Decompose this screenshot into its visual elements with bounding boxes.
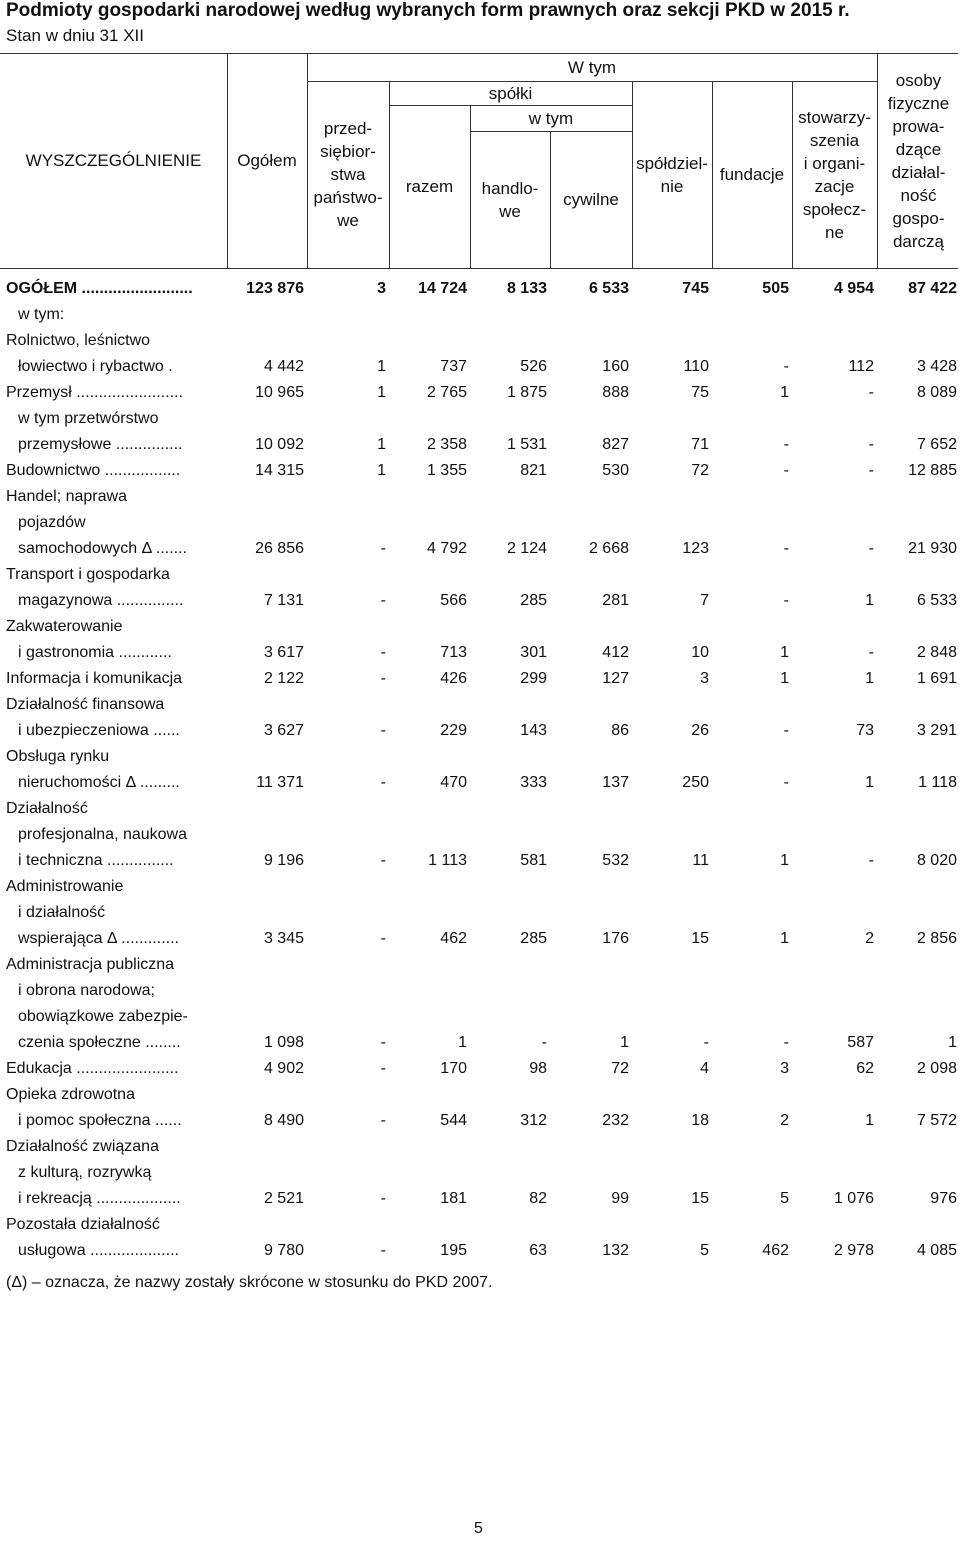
row-label xyxy=(0,874,227,952)
cell-value: 1 691 xyxy=(916,670,957,687)
row-label xyxy=(0,1212,227,1264)
cell-value: - xyxy=(783,774,789,791)
cell-value: 532 xyxy=(602,852,629,869)
row-label-line: samochodowych Δ ....... xyxy=(18,540,187,557)
cell-value: 26 856 xyxy=(255,540,304,557)
table-row xyxy=(0,1134,960,1212)
cell-value: 1 xyxy=(865,1112,874,1129)
cell-value: 412 xyxy=(602,644,629,661)
data-table xyxy=(0,276,960,1264)
header-wtym: W tym xyxy=(567,57,617,77)
row-label xyxy=(0,1082,227,1134)
cell-value: 2 765 xyxy=(426,384,467,401)
cell-value: - xyxy=(783,722,789,739)
table-row xyxy=(0,406,960,458)
cell-value: 4 902 xyxy=(263,1060,304,1077)
row-label-line: Informacja i komunikacja xyxy=(6,670,183,687)
cell-value: - xyxy=(380,774,386,791)
header-spolki-wtym: w tym xyxy=(528,108,574,128)
cell-value: 15 xyxy=(691,1190,709,1207)
row-label-line: przemysłowe ............... xyxy=(18,436,183,453)
cell-value: - xyxy=(380,852,386,869)
cell-value: 181 xyxy=(440,1190,467,1207)
cell-value: 1 xyxy=(620,1034,629,1051)
cell-value: 99 xyxy=(611,1190,629,1207)
row-label xyxy=(0,666,227,692)
cell-value: 3 345 xyxy=(263,930,304,947)
cell-value: 1 xyxy=(458,1034,467,1051)
row-label-line: czenia społeczne ........ xyxy=(18,1034,181,1051)
cell-value: 170 xyxy=(440,1060,467,1077)
document-subtitle: Stan w dniu 31 XII xyxy=(6,26,144,45)
cell-value: - xyxy=(541,1034,547,1051)
cell-value xyxy=(632,302,712,328)
cell-value: 1 355 xyxy=(426,462,467,479)
row-label-line: i techniczna ............... xyxy=(18,852,174,869)
cell-value xyxy=(550,302,632,328)
row-label-line: i pomoc społeczna ...... xyxy=(18,1112,182,1129)
row-label-line: nieruchomości Δ ......... xyxy=(18,774,180,791)
cell-value: 1 xyxy=(377,462,386,479)
cell-value: - xyxy=(868,852,874,869)
row-label-line: pojazdów xyxy=(18,514,86,531)
row-label xyxy=(0,952,227,1056)
cell-value: 4 xyxy=(700,1060,709,1077)
cell-value: - xyxy=(380,644,386,661)
table-row xyxy=(0,328,960,380)
row-label-line: w tym przetwórstwo xyxy=(18,410,159,427)
cell-value: 132 xyxy=(602,1242,629,1259)
header-osoby-fizyczne: osoby fizyczne prowa- dzące działal- ność gospo- darczą xyxy=(887,70,950,251)
cell-value: 2 978 xyxy=(833,1242,874,1259)
cell-value: 821 xyxy=(520,462,547,479)
cell-value: - xyxy=(380,1034,386,1051)
header-spoldzielnie: spółdziel- nie xyxy=(636,153,708,196)
row-label-line: Obsługa rynku xyxy=(6,748,110,765)
cell-value: 5 xyxy=(780,1190,789,1207)
row-label-line: i gastronomia ............ xyxy=(18,644,172,661)
cell-value: 195 xyxy=(440,1242,467,1259)
cell-value: - xyxy=(868,436,874,453)
cell-value: 462 xyxy=(762,1242,789,1259)
cell-value: 1 118 xyxy=(918,774,957,791)
cell-value: 581 xyxy=(520,852,547,869)
cell-value: 11 371 xyxy=(256,774,304,791)
row-label-line: OGÓŁEM ......................... xyxy=(6,280,193,297)
cell-value: - xyxy=(380,540,386,557)
cell-value: 137 xyxy=(602,774,629,791)
cell-value xyxy=(470,302,550,328)
table-header xyxy=(0,0,960,280)
table-row xyxy=(0,952,960,1056)
cell-value xyxy=(389,302,470,328)
cell-value: 1 xyxy=(780,384,789,401)
cell-value: 1 xyxy=(377,436,386,453)
cell-value: 2 098 xyxy=(916,1060,957,1077)
header-stowarzyszenia: stowarzy- szenia i organi- zacje społecz- ne xyxy=(798,107,871,242)
cell-value xyxy=(307,302,389,328)
cell-value: 8 020 xyxy=(916,852,957,869)
cell-value: 2 848 xyxy=(916,644,957,661)
row-label-line: Transport i gospodarka xyxy=(6,566,170,583)
cell-value xyxy=(877,302,960,328)
row-label xyxy=(0,692,227,744)
row-label-line: i obrona narodowa; xyxy=(18,982,155,999)
cell-value: - xyxy=(380,592,386,609)
cell-value: 737 xyxy=(440,358,467,375)
cell-value xyxy=(227,302,307,328)
table-row xyxy=(0,874,960,952)
page-number: 5 xyxy=(474,1520,483,1537)
table-row xyxy=(0,1056,960,1082)
cell-value: 505 xyxy=(762,280,789,297)
row-label-line: łowiectwo i rybactwo . xyxy=(18,358,173,375)
table-row xyxy=(0,744,960,796)
table-row xyxy=(0,458,960,484)
cell-value: 72 xyxy=(691,462,709,479)
cell-value: 15 xyxy=(691,930,709,947)
cell-value: 6 533 xyxy=(916,592,957,609)
table-row xyxy=(0,562,960,614)
row-label-line: usługowa .................... xyxy=(18,1242,179,1259)
cell-value: 4 442 xyxy=(263,358,304,375)
row-label xyxy=(0,796,227,874)
table-row xyxy=(0,796,960,874)
cell-value: 26 xyxy=(691,722,709,739)
cell-value: 6 533 xyxy=(588,280,629,297)
cell-value: - xyxy=(380,1190,386,1207)
cell-value: 14 315 xyxy=(255,462,304,479)
cell-value: 250 xyxy=(682,774,709,791)
cell-value: 2 521 xyxy=(263,1190,304,1207)
row-label-line: Budownictwo ................. xyxy=(6,462,181,479)
row-label-line: i rekreacją ................... xyxy=(18,1190,181,1207)
cell-value: 587 xyxy=(847,1034,874,1051)
cell-value: - xyxy=(868,540,874,557)
cell-value: 72 xyxy=(611,1060,629,1077)
cell-value: 888 xyxy=(602,384,629,401)
table-row xyxy=(0,614,960,666)
cell-value: 8 089 xyxy=(916,384,957,401)
cell-value: 1 xyxy=(948,1034,957,1051)
cell-value: - xyxy=(380,722,386,739)
table-row xyxy=(0,380,960,406)
cell-value: 9 780 xyxy=(263,1242,304,1259)
cell-value: 87 422 xyxy=(908,280,957,297)
row-label xyxy=(0,302,227,328)
table-row xyxy=(0,484,960,562)
cell-value: - xyxy=(380,1060,386,1077)
cell-value: 176 xyxy=(602,930,629,947)
cell-value: 12 885 xyxy=(908,462,957,479)
footnote: (Δ) – oznacza, że nazwy zostały skrócone w stosunku do PKD 2007. xyxy=(6,1274,493,1291)
cell-value: - xyxy=(783,436,789,453)
cell-value: 1 xyxy=(780,644,789,661)
cell-value: 3 xyxy=(780,1060,789,1077)
cell-value: 827 xyxy=(602,436,629,453)
row-label xyxy=(0,1134,227,1212)
header-handlowe: handlo- we xyxy=(481,178,539,221)
cell-value: 2 xyxy=(780,1112,789,1129)
cell-value: 8 490 xyxy=(263,1112,304,1129)
cell-value: 112 xyxy=(848,358,874,375)
row-label xyxy=(0,614,227,666)
cell-value: 2 124 xyxy=(506,540,547,557)
cell-value: 3 627 xyxy=(263,722,304,739)
cell-value: 21 930 xyxy=(908,540,957,557)
header-ogolem: Ogółem xyxy=(237,151,297,170)
row-label-line: profesjonalna, naukowa xyxy=(18,826,188,843)
cell-value: 3 xyxy=(700,670,709,687)
cell-value: - xyxy=(868,384,874,401)
cell-value: - xyxy=(380,1242,386,1259)
cell-value: 143 xyxy=(520,722,547,739)
cell-value: 2 358 xyxy=(426,436,467,453)
cell-value: 110 xyxy=(683,358,709,375)
row-label-line: Działalność xyxy=(6,800,88,817)
cell-value: 1 xyxy=(377,384,386,401)
cell-value: - xyxy=(783,1034,789,1051)
cell-value: 312 xyxy=(520,1112,547,1129)
table-row xyxy=(0,1082,960,1134)
row-label xyxy=(0,1056,227,1082)
cell-value xyxy=(712,302,792,328)
cell-value: 976 xyxy=(930,1190,957,1207)
cell-value: 4 792 xyxy=(426,540,467,557)
cell-value: 5 xyxy=(700,1242,709,1259)
row-label xyxy=(0,562,227,614)
cell-value: 299 xyxy=(520,670,547,687)
row-label-line: Pozostała działalność xyxy=(6,1216,160,1233)
row-label-line: Przemysł ........................ xyxy=(6,384,183,401)
cell-value: 2 122 xyxy=(263,670,304,687)
cell-value: 9 196 xyxy=(263,852,304,869)
cell-value: 75 xyxy=(691,384,709,401)
cell-value: 71 xyxy=(691,436,709,453)
row-label-line: Handel; naprawa xyxy=(6,488,127,505)
row-label-line: magazynowa ............... xyxy=(18,592,184,609)
cell-value: 426 xyxy=(440,670,467,687)
cell-value: - xyxy=(380,1112,386,1129)
cell-value: 285 xyxy=(520,930,547,947)
cell-value: 745 xyxy=(682,280,709,297)
row-label-line: Administracja publiczna xyxy=(6,956,175,973)
cell-value xyxy=(792,302,877,328)
cell-value: 3 617 xyxy=(263,644,304,661)
row-label-line: Rolnictwo, leśnictwo xyxy=(6,332,151,349)
cell-value: 63 xyxy=(529,1242,547,1259)
cell-value: 566 xyxy=(440,592,467,609)
cell-value: 470 xyxy=(440,774,467,791)
row-label xyxy=(0,276,227,302)
cell-value: 1 xyxy=(780,852,789,869)
cell-value: 2 668 xyxy=(588,540,629,557)
cell-value: 1 076 xyxy=(833,1190,874,1207)
cell-value: 1 098 xyxy=(263,1034,304,1051)
cell-value: 7 652 xyxy=(916,436,957,453)
cell-value: 73 xyxy=(856,722,874,739)
cell-value: 123 876 xyxy=(246,280,304,297)
table-row xyxy=(0,666,960,692)
cell-value: 1 xyxy=(865,592,874,609)
cell-value: 1 875 xyxy=(506,384,547,401)
cell-value: 62 xyxy=(856,1060,874,1077)
cell-value: 1 xyxy=(865,774,874,791)
row-label xyxy=(0,328,227,380)
cell-value: 4 085 xyxy=(916,1242,957,1259)
cell-value: 18 xyxy=(691,1112,709,1129)
cell-value: 10 092 xyxy=(255,436,304,453)
cell-value: 98 xyxy=(529,1060,547,1077)
cell-value: 1 xyxy=(780,670,789,687)
cell-value: 1 113 xyxy=(428,852,467,869)
cell-value: 526 xyxy=(520,358,547,375)
row-label-line: Działalność finansowa xyxy=(6,696,165,713)
cell-value: 4 954 xyxy=(833,280,874,297)
cell-value: 3 291 xyxy=(916,722,957,739)
row-label xyxy=(0,406,227,458)
cell-value: 281 xyxy=(602,592,629,609)
cell-value: - xyxy=(703,1034,709,1051)
cell-value: 160 xyxy=(602,358,629,375)
cell-value: 232 xyxy=(602,1112,629,1129)
cell-value: 285 xyxy=(520,592,547,609)
cell-value: 1 xyxy=(780,930,789,947)
cell-value: 1 xyxy=(377,358,386,375)
row-label-line: i działalność xyxy=(18,904,106,921)
row-label-line: z kulturą, rozrywką xyxy=(18,1164,152,1181)
header-bottom-rule xyxy=(0,268,958,269)
cell-value: 11 xyxy=(692,852,709,869)
cell-value: 3 xyxy=(377,280,386,297)
row-label-line: Edukacja ....................... xyxy=(6,1060,179,1077)
cell-value: 7 131 xyxy=(263,592,304,609)
header-spec: WYSZCZEGÓLNIENIE xyxy=(25,151,202,170)
header-spolki: spółki xyxy=(488,83,533,103)
cell-value: 462 xyxy=(440,930,467,947)
cell-value: 8 133 xyxy=(506,280,547,297)
cell-value: - xyxy=(783,358,789,375)
row-label xyxy=(0,744,227,796)
cell-value: 229 xyxy=(440,722,467,739)
cell-value: - xyxy=(868,462,874,479)
cell-value: - xyxy=(783,540,789,557)
row-label-line: Zakwaterowanie xyxy=(6,618,123,635)
cell-value: 713 xyxy=(440,644,467,661)
cell-value: 86 xyxy=(611,722,629,739)
cell-value: - xyxy=(380,930,386,947)
cell-value: 544 xyxy=(440,1112,467,1129)
table-row xyxy=(0,1212,960,1264)
cell-value: 127 xyxy=(602,670,629,687)
header-razem: razem xyxy=(405,177,454,196)
row-label-line: wspierająca Δ ............. xyxy=(18,930,179,947)
cell-value: - xyxy=(868,644,874,661)
cell-value: - xyxy=(380,670,386,687)
cell-value: 10 xyxy=(691,644,709,661)
cell-value: 2 856 xyxy=(916,930,957,947)
table-row xyxy=(0,302,960,328)
row-label-line: w tym: xyxy=(18,306,65,323)
cell-value: 1 xyxy=(865,670,874,687)
cell-value: 1 531 xyxy=(506,436,547,453)
cell-value: 82 xyxy=(529,1190,547,1207)
cell-value: - xyxy=(783,462,789,479)
row-label-line: Opieka zdrowotna xyxy=(6,1086,135,1103)
cell-value: 10 965 xyxy=(255,384,304,401)
document-title: Podmioty gospodarki narodowej według wybranych form prawnych oraz sekcji PKD w 2015 r. xyxy=(6,0,850,21)
row-label-line: obowiązkowe zabezpie- xyxy=(18,1008,188,1025)
row-label-line: Administrowanie xyxy=(6,878,124,895)
cell-value: 7 xyxy=(700,592,709,609)
cell-value: - xyxy=(783,592,789,609)
cell-value: 3 428 xyxy=(916,358,957,375)
row-label-line: Działalność związana xyxy=(6,1138,159,1155)
header-przedsiebiorstwa: przed- siębior- stwa państwo- we xyxy=(313,119,383,230)
header-cywilne: cywilne xyxy=(563,190,619,209)
cell-value: 2 xyxy=(865,930,874,947)
header-fundacje: fundacje xyxy=(719,165,785,184)
cell-value: 14 724 xyxy=(418,280,467,297)
cell-value: 7 572 xyxy=(916,1112,957,1129)
row-label-line: i ubezpieczeniowa ...... xyxy=(18,722,180,739)
row-label xyxy=(0,458,227,484)
table-row xyxy=(0,692,960,744)
row-label xyxy=(0,484,227,562)
table-row xyxy=(0,276,960,302)
cell-value: 333 xyxy=(520,774,547,791)
cell-value: 530 xyxy=(602,462,629,479)
row-label xyxy=(0,380,227,406)
cell-value: 123 xyxy=(682,540,709,557)
cell-value: 301 xyxy=(520,644,547,661)
